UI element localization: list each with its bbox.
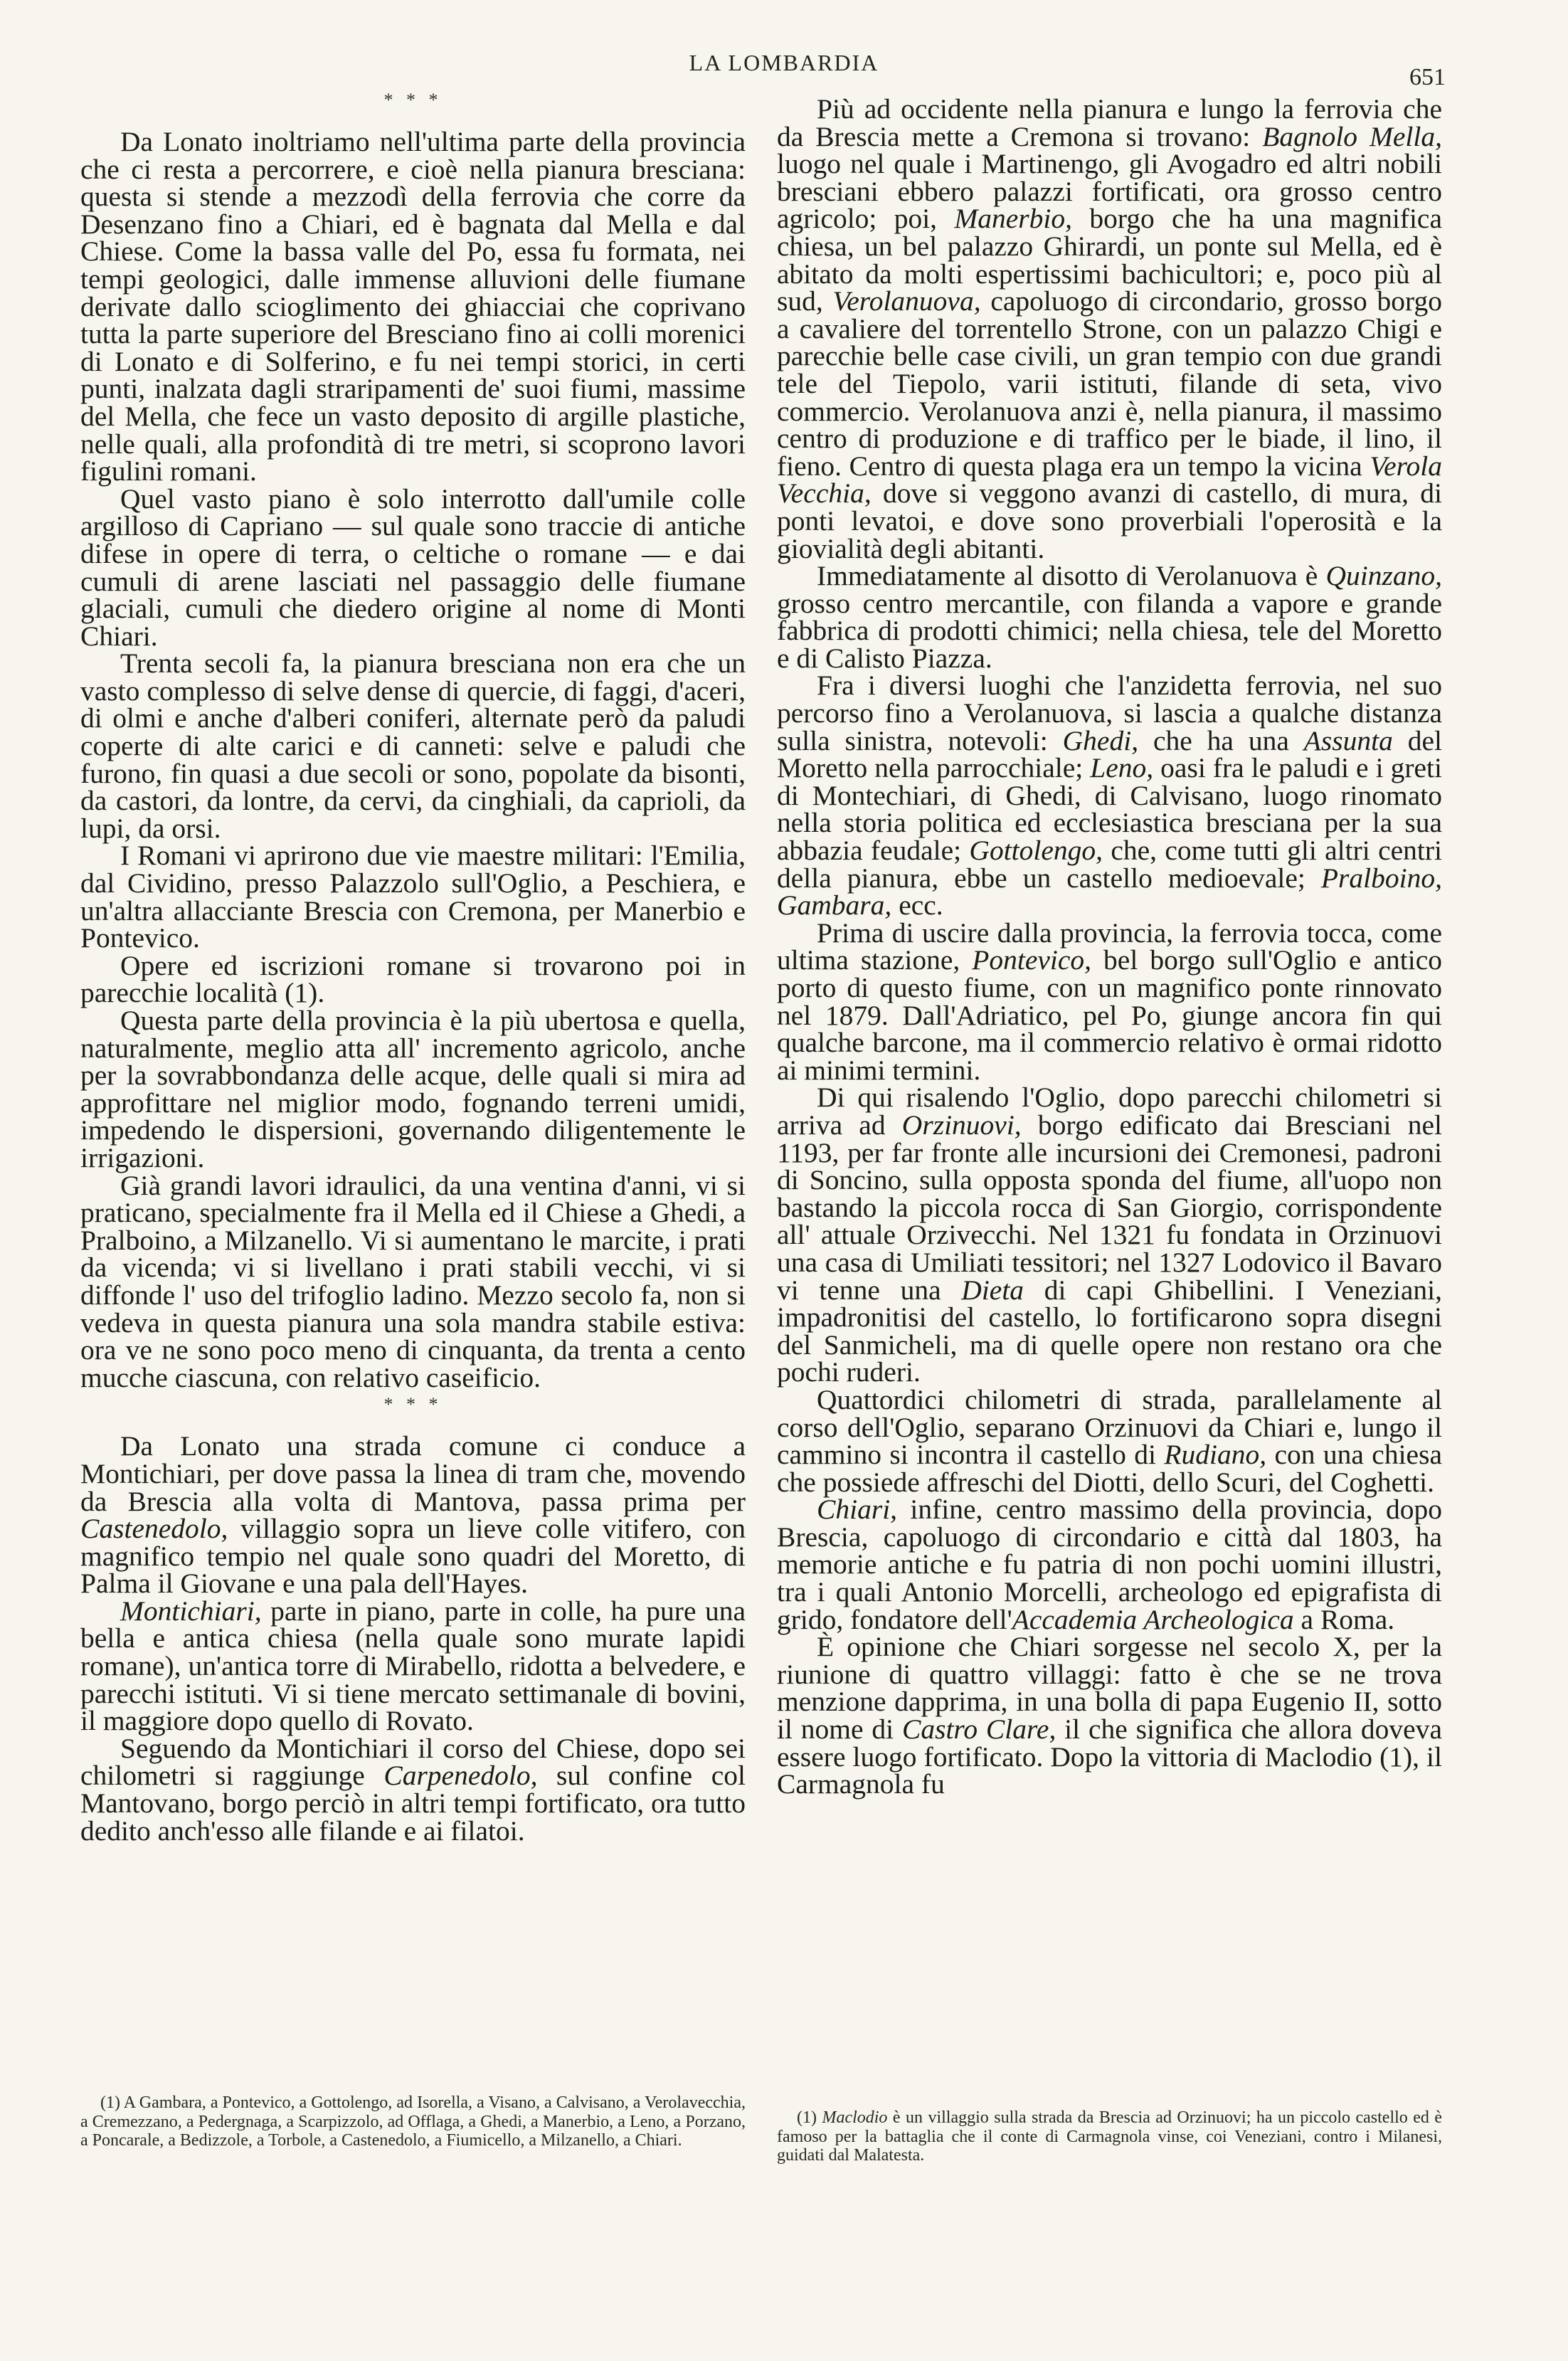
place-name: Verolanuova,	[832, 285, 981, 317]
text: capoluogo di circondario, grosso borgo a cavaliere del torrentello Strone, con un palazzo Chigi e parecchie belle case civili, un gran tempio con due grandi tele del Tiepolo, varii istituti, filande di seta, vivo commercio. Verolanuova anzi è, nella pianura, il massimo centro di produzione e di traffico per le biade, il lino, il fieno. Centro di questa plaga era un tempo la vicina	[777, 285, 1442, 482]
paragraph	[777, 562, 1442, 672]
paragraph	[777, 1084, 1442, 1386]
place-name: Gottolengo,	[969, 835, 1103, 867]
paragraph	[80, 1732, 746, 1847]
paragraph: Quel vasto piano è solo interrotto dall'umile colle argilloso di Capriano — sul quale sono traccie di antiche difese in opere di terra, o celtiche o romane — e dai cumuli di arene lasciati nel passaggio delle fiumane glaciali, cumuli che diedero origine al nome di Monti Chiari.	[80, 482, 746, 652]
paragraph	[777, 1496, 1442, 1633]
asterism-1: * * *	[383, 90, 443, 110]
place-name: Ghedi,	[1062, 724, 1139, 756]
paragraph: Già grandi lavori idraulici, da una ventina d'anni, vi si praticano, specialmente fra il Mella ed il Chiese a Ghedi, a Pralboino, a Milzanello. Vi si aumentano le marcite, i prati da vicenda; vi si livellano i prati stabili vecchi, vi si diffonde l' uso del trifoglio ladino. Mezzo secolo fa, non si vedeva in questa pianura una sola mandra stabile estiva: ora ve ne sono poco meno di cinquanta, da trenta a cento mucche ciascuna, con relativo caseificio.	[80, 1169, 746, 1393]
place-name: Chiari,	[817, 1494, 898, 1526]
place-name: Rudiano,	[1164, 1439, 1267, 1471]
footnote-text: (1) A Gambara, a Pontevico, a Gottolengo, ad Isorella, a Visano, a Calvisano, a Verolavecchia, a Cremezzano, a Pedergnaga, a Scarpizzolo, ad Offlaga, a Ghedi, a Manerbio, a Leno, a Porzano, a Poncarale, a Bedizzole, a Torbole, a Castenedolo, a Fiumicello, a Milzanello, a Chiari.	[80, 2093, 746, 2150]
place-name: Bagnolo Mella,	[1262, 120, 1442, 152]
running-title: LA LOMBARDIA	[689, 50, 879, 75]
paragraph	[777, 1633, 1442, 1798]
text: che, come tutti gli altri centri della pianura, ebbe un castello medioevale;	[777, 835, 1442, 894]
text: dove si veggono avanzi di castello, di mura, di ponti levatoi, e dove sono proverbiali l'operosità e la giovialità degli abitanti.	[777, 477, 1442, 564]
paragraph	[777, 95, 1442, 562]
text: luogo nel quale i Martinengo, gli Avogadro ed altri nobili bresciani ebbero palazzi fortificati, ora grosso centro agricolo; poi,	[777, 148, 1442, 235]
place-name: Quinzano,	[1325, 560, 1442, 592]
place-name: Castro Clare,	[901, 1713, 1056, 1745]
text: Fra i diversi luoghi che l'anzidetta ferrovia, nel suo percorso fino a Verolanuova, si lascia a qualche distanza sulla sinistra, notevoli:	[777, 670, 1442, 756]
text: sul confine col Mantovano, borgo perciò in altri tempi fortificato, ora tutto dedito anch'esso alle filande e ai filatoi.	[80, 1760, 746, 1847]
place-name: Manerbio,	[954, 203, 1073, 235]
left-column	[80, 90, 746, 1847]
text: villaggio sopra un lieve colle vitifero, con magnifico tempio nel quale sono quadri del Moretto, di Palma il Giovane e una pala dell'Hayes.	[80, 1513, 746, 1600]
place-name: Montichiari,	[120, 1595, 262, 1627]
right-column	[777, 93, 1442, 1798]
paragraph	[777, 919, 1442, 1084]
paragraph	[80, 1430, 746, 1600]
page-number: 651	[1409, 64, 1446, 90]
text: a Roma.	[1293, 1603, 1395, 1635]
text: Di qui risalendo l'Oglio, dopo parecchi chilometri si arriva ad	[777, 1082, 1442, 1141]
text: borgo edificato dai Bresciani nel 1193, per far fronte alle incursioni dei Cremonesi, padroni di Soncino, sulla opposta sponda del fiume, all'uopo non bastando la piccola rocca di San Giorgio, corrispondente all' attuale Orzivecchi. Nel 1321 fu fondata in Orzinuovi una casa di Umiliati tessitori; nel 1327 Lodovico il Bavaro vi tenne una	[777, 1109, 1442, 1306]
paragraph	[777, 1383, 1442, 1498]
asterism-2: * * *	[383, 1394, 443, 1415]
text: (1)	[797, 2108, 822, 2127]
place-name: Maclodio	[822, 2108, 888, 2127]
text: con una chiesa che possiede affreschi del Diotti, dello Scuri, del Coghetti.	[777, 1439, 1442, 1498]
footnote-left	[80, 2093, 746, 2150]
text: È opinione che Chiari sorgesse nel secolo X, per la riunione di quattro villaggi: fatto è che se ne trova menzione dapprima, in una bolla di papa Eugenio II, sotto il nome di	[777, 1631, 1442, 1745]
place-name: Carpenedolo,	[383, 1760, 538, 1792]
text: è un villaggio sulla strada da Brescia ad Orzinuovi; ha un piccolo castello ed è famoso per la battaglia che il conte di Carmagnola vinse, coi Veneziani, contro i Milanesi, guidati dal Malatesta.	[777, 2108, 1443, 2165]
place-name: Verola Vecchia,	[777, 450, 1442, 509]
paragraph	[777, 672, 1442, 919]
paragraph: Questa parte della provincia è la più ubertosa e quella, naturalmente, meglio atta all' incremento agricolo, anche per la sovrabbondanza delle acque, delle quali si mira ad approfittare nel miglior modo, fognando terreni umidi, impedendo le dispersioni, governando diligentemente le irrigazioni.	[80, 1005, 746, 1173]
text: grosso centro mercantile, con filanda a vapore e grande fabbrica di prodotti chimici; nella chiesa, tele del Moretto e di Calisto Piazza.	[777, 587, 1442, 674]
text: parte in piano, parte in colle, ha pure una bella e antica chiesa (nella quale sono murate lapidi romane), un'antica torre di Mirabello, ridotta a belvedere, e parecchi istituti. Vi si tiene mercato settimanale di bovini, il maggiore dopo quello di Rovato.	[80, 1595, 746, 1737]
text: del Moretto nella parrocchiale;	[777, 724, 1442, 784]
text: bel borgo sull'Oglio e antico porto di questo fiume, con un magnifico ponte rinnovato nel 1879. Dall'Adriatico, pel Po, giunge ancora fin qui qualche barcone, ma il commercio relativo è ormai ridotto ai minimi termini.	[777, 944, 1442, 1086]
text: Quattordici chilometri di strada, parallelamente al corso dell'Oglio, separano Orzinuovi da Chiari e, lungo il cammino si incontra il castello di	[777, 1383, 1442, 1471]
text: Più ad occidente nella pianura e lungo la ferrovia che da Brescia mette a Cremona si trovano:	[777, 93, 1442, 152]
place-name: Leno,	[1090, 752, 1154, 784]
institution-name: Accademia Archeologica	[1012, 1603, 1294, 1635]
place-name: Pontevico,	[972, 944, 1092, 976]
text: oasi fra le paludi e i greti di Montechiari, di Ghedi, di Calvisano, luogo rinomato nella storia politica ed ecclesiastica bresciana per la sua abbazia feudale;	[777, 752, 1442, 867]
text: Prima di uscire dalla provincia, la ferrovia tocca, come ultima stazione,	[777, 917, 1442, 976]
place-name: Gambara,	[777, 889, 892, 921]
paragraph: Trenta secoli fa, la pianura bresciana non era che un vasto complesso di selve dense di quercie, di faggi, d'aceri, di olmi e anche d'alberi coniferi, alternate però da paludi coperte di alte carici e di canneti: selve e paludi che furono, fin quasi a due secoli or sono, popolate da bisonti, da castori, da lontre, da cervi, da cinghiali, da caprioli, da lupi, da orsi.	[80, 648, 746, 844]
footnote-right	[777, 2108, 1442, 2165]
paragraph: Da Lonato inoltriamo nell'ultima parte della provincia che ci resta a percorrere, e cioè nella pianura bresciana: questa si stende a mezzodì della ferrovia che corre da Desenzano fino a Chiari, ed è bagnata dal Mella e dal Chiese. Come la bassa valle del Po, essa fu formata, nei tempi geologici, dalle immense alluvioni delle fiumane derivate dallo scioglimento dei ghiacciai che coprivano tutta la parte superiore del Bresciano fino ai colli morenici di Lonato e di Solferino, e fu nei tempi storici, in certi punti, inalzata dagli straripamenti de' suoi fiumi, massime del Mella, che fece un vasto deposito di argille plastiche, nelle quali, alla profondità di tre metri, si scoprono lavori figulini romani.	[80, 126, 746, 487]
text: infine, centro massimo della provincia, dopo Brescia, capoluogo di circondario e città dal 1803, ha memorie antiche e fu patria di non pochi uomini illustri, tra i quali Antonio Morcelli, archeologo ed epigrafista di grido, fondatore dell'	[777, 1494, 1442, 1635]
text: borgo che ha una magnifica chiesa, un bel palazzo Ghirardi, un ponte sul Mella, ed è abitato da molti espertissimi bachicultori; e, poco più al sud,	[777, 203, 1442, 317]
place-name: Orzinuovi,	[901, 1109, 1022, 1141]
term: Dieta	[961, 1274, 1024, 1306]
place-name: Castenedolo,	[80, 1513, 228, 1545]
paragraph	[80, 1597, 746, 1735]
footnote-text	[777, 2108, 1442, 2165]
text: Da Lonato una strada comune ci conduce a Montichiari, per dove passa la linea di tram che, movendo da Brescia alla volta di Mantova, passa prima per	[80, 1430, 746, 1517]
paragraph: I Romani vi aprirono due vie maestre militari: l'Emilia, dal Cividino, presso Palazzolo sull'Oglio, a Peschiera, e un'altra allacciante Brescia con Cremona, per Manerbio e Pontevico.	[80, 840, 746, 954]
place-name: Pralboino,	[1320, 862, 1442, 894]
artwork-title: Assunta	[1303, 724, 1393, 756]
text: Immediatamente al disotto di Verolanuova è	[817, 560, 1326, 592]
text: di capi Ghibellini. I Veneziani, impadronitisi del castello, lo fortificarono sopra disegni del Sanmicheli, ma di quelle opere non restano ora che pochi ruderi.	[777, 1274, 1442, 1388]
text: il che significa che allora doveva essere luogo fortificato. Dopo la vittoria di Maclodio (1), il Carmagnola fu	[777, 1713, 1442, 1800]
text: ecc.	[891, 889, 943, 921]
paragraph: Opere ed iscrizioni romane si trovarono poi in parecchie località (1).	[80, 949, 746, 1009]
text: Seguendo da Montichiari il corso del Chiese, dopo sei chilometri si raggiunge	[80, 1732, 746, 1792]
text: che ha una	[1138, 724, 1304, 756]
